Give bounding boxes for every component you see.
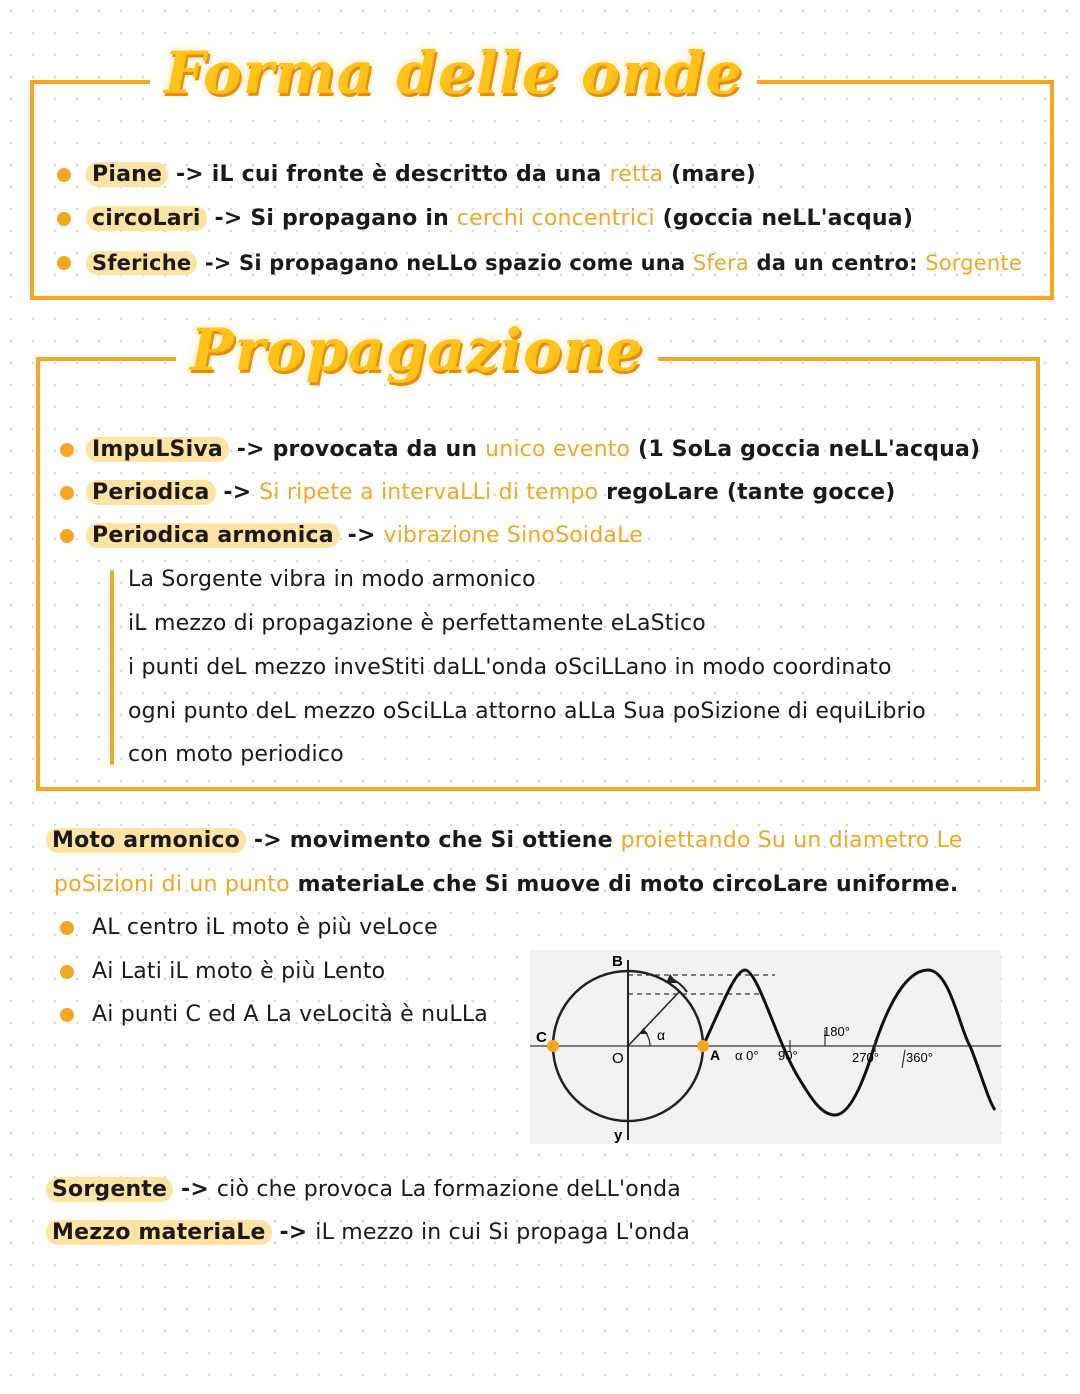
def-mezzo-materiale: Mezzo materiaLe -> iL mezzo in cui Si propaga L'onda [46,1218,690,1248]
moto-bullet: AL centro iL moto è più veLoce [92,915,438,940]
section-forma-title: Forma delle onde [150,44,757,102]
label-360: 360° [906,1050,933,1065]
sublist-bar [110,570,114,765]
label-270: 270° [852,1050,879,1065]
moto-bullet: Ai Lati iL moto è più Lento [92,959,386,984]
moto-definition-line2: poSizioni di un punto materiaLe che Si muove di moto circoLare uniforme. [54,872,959,897]
forma-item-sferiche: Sferiche -> Si propagano neLLo spazio come una Sfera da un centro: Sorgente [86,248,1022,278]
label-c: C [536,1029,547,1046]
radius-line [628,991,680,1046]
term-highlight: Sorgente [46,1177,173,1202]
term-highlight: ImpuLSiva [86,437,229,462]
label-180: 180° [823,1024,850,1039]
section-propagazione-title: Propagazione [176,321,658,379]
label-o: O [612,1050,624,1067]
sine-wave [703,970,995,1115]
bullet-icon [57,256,71,270]
term-highlight: Periodica armonica [86,523,340,548]
harmonic-motion-diagram [530,950,1001,1144]
term-highlight: Sferiche [86,251,197,275]
term-highlight: Periodica [86,480,216,505]
armonica-subline: iL mezzo di propagazione è perfettamente eLaStico [128,611,706,636]
armonica-subline: ogni punto deL mezzo oSciLLa attorno aLLa Sua poSizione di equiLibrio [128,699,926,724]
bullet-icon [60,443,74,457]
armonica-subline: con moto periodico [128,742,344,767]
moto-definition-line1: Moto armonico -> movimento che Si ottiene proiettando Su un diametro Le [46,826,962,856]
label-alpha0: α 0° [735,1048,759,1063]
armonica-subline: La Sorgente vibra in modo armonico [128,567,536,592]
moto-bullet: Ai punti C ed A La veLocità è nuLLa [92,1002,488,1027]
forma-item-circolari: circoLari -> Si propagano in cerchi concentrici (goccia neLL'acqua) [86,204,913,234]
label-a: A [710,1047,721,1063]
bullet-icon [57,212,71,226]
bullet-icon [60,486,74,500]
tick-360 [902,1050,905,1068]
term-highlight: Piane [86,162,168,187]
point-a-marker [697,1040,709,1052]
propagazione-item-armonica: Periodica armonica -> vibrazione SinoSoidaLe [86,521,643,551]
def-sorgente: Sorgente -> ciò che provoca La formazione deLL'onda [46,1175,681,1205]
point-c-marker [547,1040,559,1052]
bullet-icon [60,921,74,935]
term-highlight: Moto armonico [46,828,246,853]
armonica-subline: i punti deL mezzo inveStiti daLL'onda oSciLLano in modo coordinato [128,655,892,680]
label-b: B [612,953,623,970]
bullet-icon [60,1008,74,1022]
bullet-icon [57,168,71,182]
label-90: 90° [778,1048,798,1063]
bullet-icon [60,965,74,979]
label-alpha: α [657,1027,666,1043]
propagazione-item-periodica: Periodica -> Si ripete a intervaLLi di tempo regoLare (tante gocce) [86,478,896,508]
propagazione-item-impulsiva: ImpuLSiva -> provocata da un unico evento (1 SoLa goccia neLL'acqua) [86,435,980,465]
term-highlight: circoLari [86,206,207,231]
bullet-icon [60,529,74,543]
term-highlight: Mezzo materiaLe [46,1220,272,1245]
label-y: y [614,1127,623,1144]
forma-item-piane: Piane -> iL cui fronte è descritto da una retta (mare) [86,160,756,190]
